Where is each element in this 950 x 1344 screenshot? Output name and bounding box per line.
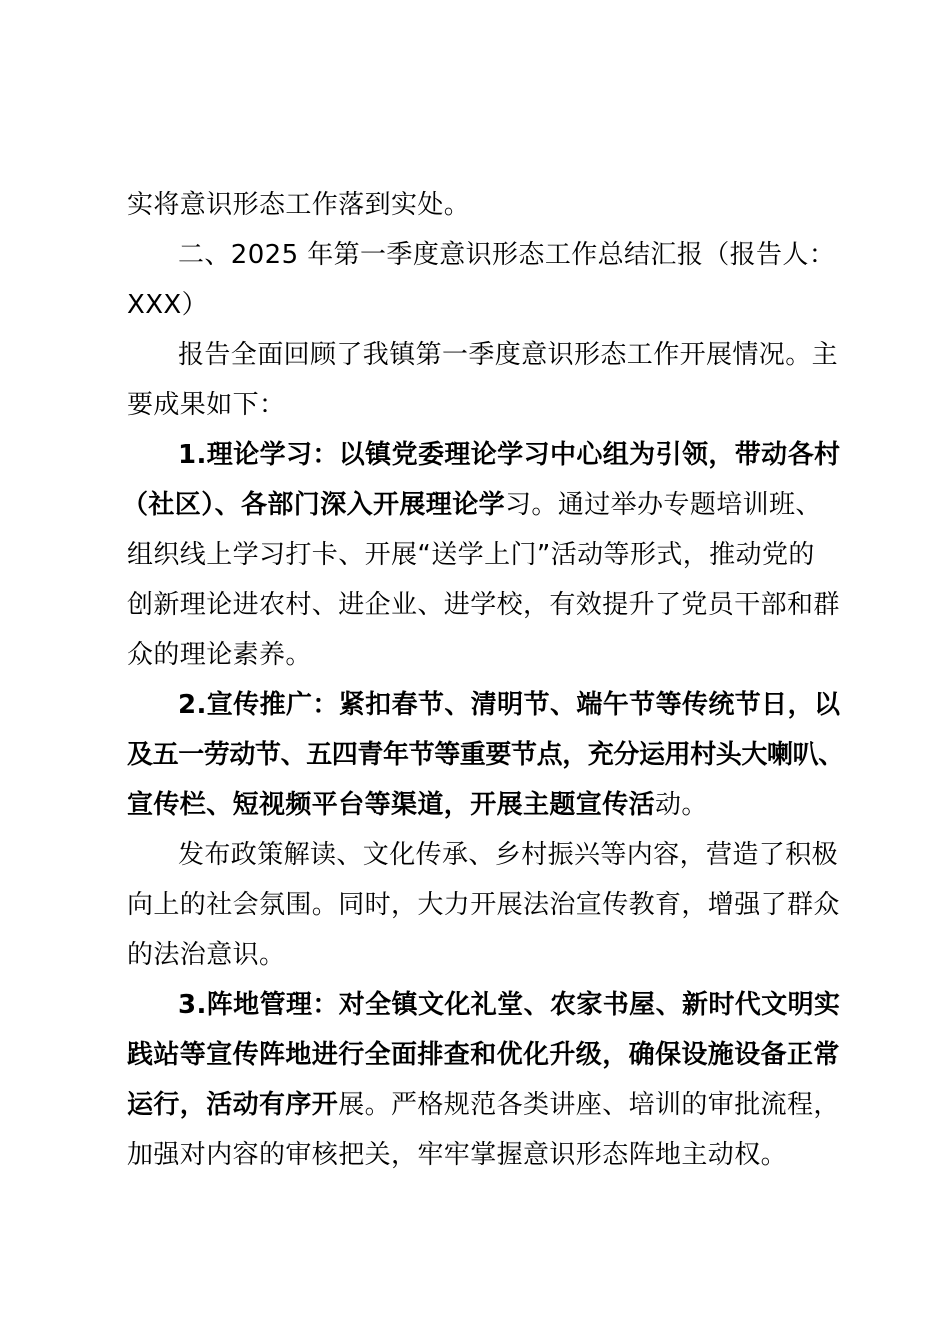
paragraph-line — [127, 1138, 787, 1172]
text-run: 动。 — [655, 790, 708, 820]
text-run: 展。严格规范各类讲座、培训的审批流程， — [338, 1090, 840, 1120]
paragraph-line — [127, 388, 285, 422]
paragraph-line — [127, 188, 470, 222]
text-run: 组织线上学习打卡、开展“送学上门”活动等形式，推动党的 — [127, 540, 815, 570]
text-run: 向上的社会氛围。同时，大力开展法治宣传教育，增强了群众 — [127, 890, 840, 920]
text-run: 要成果如下： — [127, 390, 286, 420]
section-heading: 二、2025 年第一季度意识形态工作总结汇报（报告人： — [178, 240, 836, 270]
paragraph-line — [127, 1088, 840, 1122]
text-run: 发布政策解读、文化传承、乡村振兴等内容，营造了积极 — [178, 840, 839, 870]
paragraph-line — [178, 688, 840, 722]
paragraph-line — [178, 338, 838, 372]
bold-text-run: 2.宣传推广：紧扣春节、清明节、端午节等传统节日，以 — [178, 690, 841, 720]
bold-text-run: 3.阵地管理：对全镇文化礼堂、农家书屋、新时代文明实 — [178, 990, 841, 1020]
paragraph-line — [127, 1038, 840, 1072]
text-run: 的法治意识。 — [127, 940, 286, 970]
bold-text-run: （社区）、各部门深入开展理论学 — [122, 490, 506, 520]
paragraph-line — [127, 538, 815, 572]
text-run: 实将意识形态工作落到实处。 — [127, 190, 471, 220]
text-run: 加强对内容的审核把关，牢牢掌握意识形态阵地主动权。 — [127, 1140, 788, 1170]
paragraph-line — [127, 738, 844, 772]
bold-text-run: 宣传栏、短视频平台等渠道，开展主题宣传活 — [127, 790, 656, 820]
paragraph-line — [127, 588, 840, 622]
paragraph-line — [127, 788, 708, 822]
text-run: 习。通过举办专题培训班、 — [505, 490, 822, 520]
bold-text-run: 践站等宣传阵地进行全面排查和优化升级，确保设施设备正常 — [127, 1040, 840, 1070]
paragraph-line — [178, 838, 838, 872]
paragraph-line — [127, 938, 285, 972]
text-run: 报告全面回顾了我镇第一季度意识形态工作开展情况。主 — [178, 340, 839, 370]
paragraph-line — [178, 438, 840, 472]
bold-text-run: 及五一劳动节、五四青年节等重要节点，充分运用村头大喇叭、 — [127, 740, 844, 770]
paragraph-line — [127, 888, 840, 922]
paragraph-line — [178, 988, 840, 1022]
section-heading-cont: XXX） — [127, 290, 209, 320]
section-heading-line — [178, 238, 835, 272]
paragraph-line — [127, 638, 312, 672]
section-heading-line — [127, 288, 208, 322]
bold-text-run: 运行，活动有序开 — [127, 1090, 339, 1120]
text-run: 创新理论进农村、进企业、进学校，有效提升了党员干部和群 — [127, 590, 840, 620]
paragraph-line — [122, 488, 822, 522]
bold-text-run: 1.理论学习：以镇党委理论学习中心组为引领，带动各村 — [178, 440, 841, 470]
text-run: 众的理论素养。 — [127, 640, 312, 670]
